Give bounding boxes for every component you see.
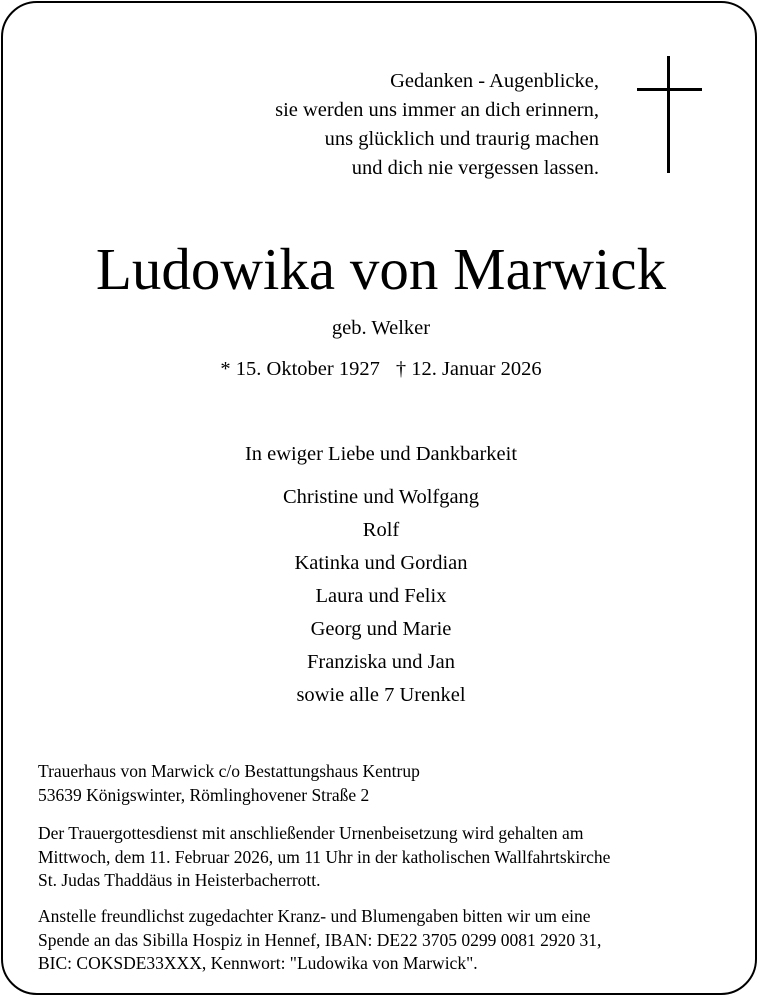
donation-line: Anstelle freundlichst zugedachter Kranz- und Blumengaben bitten wir um eine — [38, 906, 591, 926]
cross-icon — [637, 56, 702, 173]
service-line: Mittwoch, dem 11. Februar 2026, um 11 Uhr in der katholischen Wallfahrtskirche — [38, 846, 611, 867]
funeral-service-info — [38, 822, 738, 893]
address-line: 53639 Königswinter, Römlinghovener Straße 2 — [38, 784, 370, 805]
donation-info — [38, 905, 738, 976]
dedication: In ewiger Liebe und Dankbarkeit — [244, 443, 518, 465]
donation-line: BIC: COKSDE33XXX, Kennwort: "Ludowika von Marwick". — [38, 953, 478, 973]
mourner: Laura und Felix — [315, 585, 447, 607]
mourner: Katinka und Gordian — [294, 552, 468, 574]
donation-line: Spende an das Sibilla Hospiz in Hennef, IBAN: DE22 3705 0299 0081 2920 31, — [38, 929, 602, 950]
poem-line: und dich nie vergessen lassen. — [351, 157, 599, 179]
mourning-house-address — [38, 760, 738, 807]
poem-line: sie werden uns immer an dich erinnern, — [275, 99, 599, 121]
mourners-list — [0, 481, 762, 712]
mourner: sowie alle 7 Urenkel — [296, 684, 466, 706]
service-line: St. Judas Thaddäus in Heisterbacherrott. — [38, 870, 321, 890]
life-dates — [0, 355, 762, 383]
deceased-name: Ludowika von Marwick — [95, 236, 667, 302]
mourner: Georg und Marie — [310, 618, 452, 640]
mourner: Franziska und Jan — [306, 651, 456, 673]
poem — [275, 67, 599, 183]
poem-line: uns glücklich und traurig machen — [324, 128, 599, 150]
address-line: Trauerhaus von Marwick c/o Bestattungshaus Kentrup — [38, 761, 420, 781]
birth-name: geb. Welker — [331, 317, 431, 339]
mourner: Rolf — [362, 519, 400, 541]
mourner: Christine und Wolfgang — [282, 486, 480, 508]
service-line: Der Trauergottesdienst mit anschließender Urnenbeisetzung wird gehalten am — [38, 823, 584, 843]
poem-line: Gedanken - Augenblicke, — [390, 70, 599, 92]
death-date: † 12. Januar 2026 — [395, 358, 542, 380]
birth-date: * 15. Oktober 1927 — [220, 358, 380, 380]
